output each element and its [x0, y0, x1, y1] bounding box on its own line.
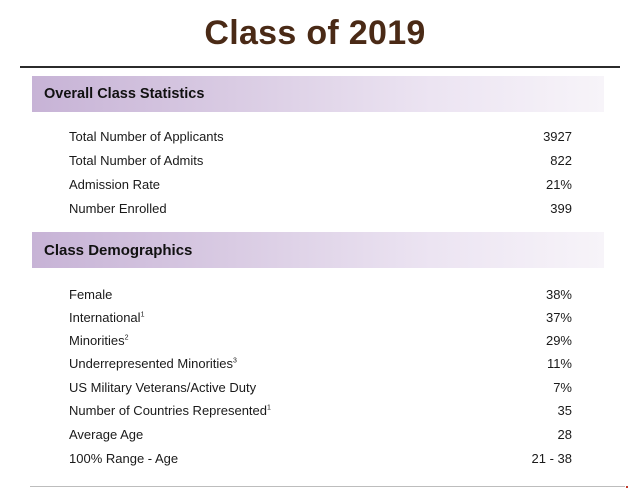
- demographic-row: [69, 330, 572, 350]
- section-header-overall: [32, 76, 604, 112]
- stat-row: [69, 198, 572, 218]
- stat-label: International$^1$: [69, 309, 145, 325]
- stat-label: Number Enrolled: [69, 200, 167, 216]
- stat-label: Underrepresented Minorities$^3$: [69, 355, 237, 371]
- stat-label: Number of Countries Represented$^1$: [69, 402, 271, 418]
- page-title: Class of 2019: [204, 14, 426, 52]
- section-heading: Class Demographics: [44, 241, 193, 259]
- title-divider: [20, 66, 620, 68]
- stat-value: 822: [550, 152, 572, 168]
- stat-label: Average Age: [69, 426, 144, 442]
- section-heading: Overall Class Statistics: [44, 86, 205, 102]
- stat-row: [69, 150, 572, 170]
- stat-label: Admission Rate: [69, 176, 161, 192]
- stat-value: 28: [557, 426, 572, 442]
- stat-value: 7%: [553, 379, 572, 395]
- demographic-row: [69, 400, 572, 420]
- stat-row: [69, 174, 572, 194]
- stat-label: US Military Veterans/Active Duty: [69, 379, 257, 395]
- stat-value: 399: [550, 200, 572, 216]
- stat-value: 21 - 38: [531, 450, 572, 466]
- demographic-row: [69, 284, 572, 304]
- stat-label: Total Number of Applicants: [69, 128, 224, 144]
- section-header-demographics: [32, 232, 604, 268]
- stat-label: Total Number of Admits: [69, 152, 204, 168]
- demographic-row: [69, 377, 572, 397]
- demographic-row: [69, 424, 572, 444]
- stat-value: 37%: [545, 309, 572, 325]
- demographic-row: [69, 353, 572, 373]
- stat-value: 38%: [545, 286, 572, 302]
- demographic-row: [69, 448, 572, 468]
- stat-label: Female: [69, 286, 113, 302]
- stat-value: 35: [557, 402, 572, 418]
- stat-label: 100% Range - Age: [69, 450, 179, 466]
- bottom-divider: [30, 486, 625, 487]
- corner-mark: [626, 486, 628, 488]
- stat-value: 3927: [543, 128, 572, 144]
- stat-value: 29%: [545, 332, 572, 348]
- stat-value: 11%: [546, 355, 572, 371]
- demographic-row: [69, 307, 572, 327]
- stat-value: 21%: [545, 176, 572, 192]
- stat-label: Minorities$^2$: [69, 332, 129, 348]
- stat-row: [69, 126, 572, 146]
